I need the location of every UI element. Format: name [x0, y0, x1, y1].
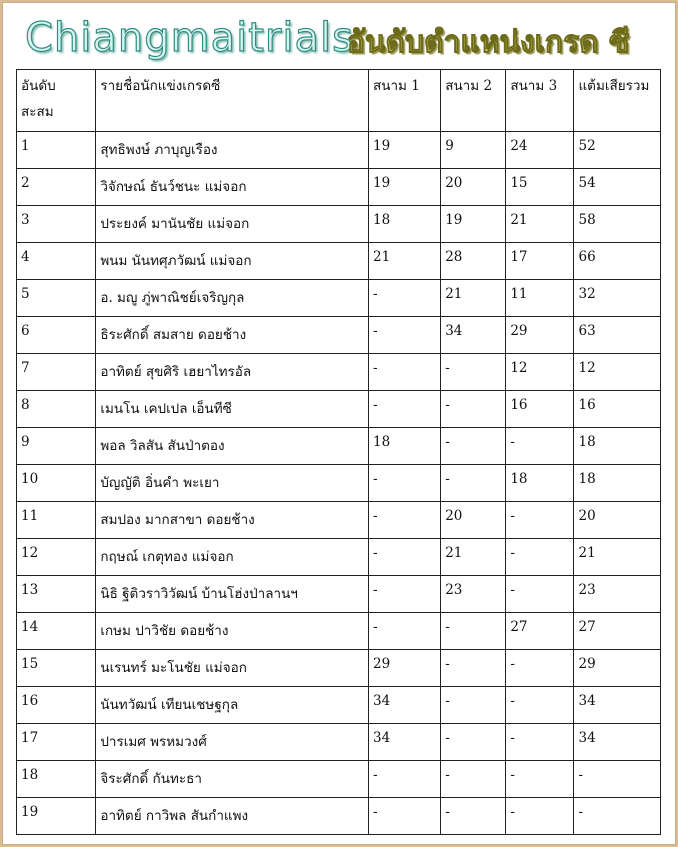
total-score-cell: 21	[574, 539, 661, 576]
course-3-score-cell: -	[506, 798, 574, 835]
table-row	[17, 391, 661, 428]
rank-cell: 17	[17, 724, 96, 761]
total-score-cell: 54	[574, 169, 661, 206]
table-row	[17, 354, 661, 391]
course-2-score-cell: -	[441, 650, 506, 687]
course-2-score-cell: 19	[441, 206, 506, 243]
results-table	[16, 69, 661, 835]
course-1-score-cell: -	[369, 280, 441, 317]
table-row	[17, 280, 661, 317]
rank-cell: 13	[17, 576, 96, 613]
table-row	[17, 317, 661, 354]
course-1-score-cell: -	[369, 465, 441, 502]
course-2-score-cell: 21	[441, 539, 506, 576]
course-3-score-cell: 21	[506, 206, 574, 243]
table-row	[17, 761, 661, 798]
rider-name-cell: ธิระศักดิ์ สมสาย ดอยช้าง	[96, 317, 369, 354]
course-3-score-cell: -	[506, 539, 574, 576]
table-row	[17, 243, 661, 280]
course-1-score-cell: -	[369, 502, 441, 539]
table-row	[17, 132, 661, 169]
rider-name-cell: นันทวัฒน์ เทียนเชษฐกุล	[96, 687, 369, 724]
table-row	[17, 687, 661, 724]
column-header-rank: อันดับ สะสม	[17, 70, 96, 132]
column-header-course-2: สนาม 2	[441, 70, 506, 132]
rank-cell: 11	[17, 502, 96, 539]
course-3-score-cell: 11	[506, 280, 574, 317]
course-1-score-cell: 29	[369, 650, 441, 687]
rank-cell: 16	[17, 687, 96, 724]
course-3-score-cell: -	[506, 576, 574, 613]
course-2-score-cell: -	[441, 391, 506, 428]
rank-cell: 2	[17, 169, 96, 206]
column-header-name: รายชื่อนักแข่งเกรดซี	[96, 70, 369, 132]
course-2-score-cell: -	[441, 465, 506, 502]
course-1-score-cell: 34	[369, 687, 441, 724]
course-2-score-cell: -	[441, 687, 506, 724]
course-2-score-cell: -	[441, 724, 506, 761]
total-score-cell: -	[574, 798, 661, 835]
course-1-score-cell: 18	[369, 206, 441, 243]
course-3-score-cell: -	[506, 502, 574, 539]
rank-cell: 6	[17, 317, 96, 354]
course-1-score-cell: -	[369, 391, 441, 428]
course-3-score-cell: 18	[506, 465, 574, 502]
table-row	[17, 428, 661, 465]
total-score-cell: 23	[574, 576, 661, 613]
course-3-score-cell: -	[506, 687, 574, 724]
course-2-score-cell: -	[441, 428, 506, 465]
table-header-row	[17, 70, 661, 132]
course-3-score-cell: 15	[506, 169, 574, 206]
table-row	[17, 539, 661, 576]
table-row	[17, 724, 661, 761]
total-score-cell: 66	[574, 243, 661, 280]
course-3-score-cell: -	[506, 428, 574, 465]
column-header-course-1: สนาม 1	[369, 70, 441, 132]
rider-name-cell: เกษม ปาวิชัย ดอยช้าง	[96, 613, 369, 650]
total-score-cell: 20	[574, 502, 661, 539]
course-2-score-cell: 9	[441, 132, 506, 169]
rider-name-cell: เมนโน เคปเปล เอ็นทีซี	[96, 391, 369, 428]
rider-name-cell: วิจักษณ์ ธันว์ชนะ แม่จอก	[96, 169, 369, 206]
course-3-score-cell: -	[506, 761, 574, 798]
course-3-score-cell: 17	[506, 243, 574, 280]
total-score-cell: 63	[574, 317, 661, 354]
rider-name-cell: สมปอง มากสาขา ดอยช้าง	[96, 502, 369, 539]
rank-cell: 7	[17, 354, 96, 391]
rank-cell: 15	[17, 650, 96, 687]
rider-name-cell: กฤษณ์ เกตุทอง แม่จอก	[96, 539, 369, 576]
rank-cell: 5	[17, 280, 96, 317]
rider-name-cell: อาทิตย์ กาวิพล สันกำแพง	[96, 798, 369, 835]
column-header-course-3: สนาม 3	[506, 70, 574, 132]
course-2-score-cell: 20	[441, 169, 506, 206]
course-1-score-cell: -	[369, 317, 441, 354]
course-1-score-cell: 21	[369, 243, 441, 280]
total-score-cell: 18	[574, 428, 661, 465]
rank-cell: 18	[17, 761, 96, 798]
table-row	[17, 650, 661, 687]
column-header-total: แต้มเสียรวม	[574, 70, 661, 132]
course-2-score-cell: 21	[441, 280, 506, 317]
course-1-score-cell: 19	[369, 132, 441, 169]
rank-cell: 19	[17, 798, 96, 835]
course-3-score-cell: 12	[506, 354, 574, 391]
course-1-score-cell: 19	[369, 169, 441, 206]
course-3-score-cell: -	[506, 650, 574, 687]
rank-cell: 10	[17, 465, 96, 502]
total-score-cell: 27	[574, 613, 661, 650]
course-3-score-cell: 16	[506, 391, 574, 428]
course-1-score-cell: -	[369, 354, 441, 391]
table-row	[17, 169, 661, 206]
course-2-score-cell: -	[441, 613, 506, 650]
course-1-score-cell: -	[369, 761, 441, 798]
rider-name-cell: อ. มญู ภู่พาณิชย์เจริญกุล	[96, 280, 369, 317]
rider-name-cell: พอล วิลสัน สันป่าตอง	[96, 428, 369, 465]
course-1-score-cell: 18	[369, 428, 441, 465]
rider-name-cell: ปารเมศ พรหมวงศ์	[96, 724, 369, 761]
rank-cell: 9	[17, 428, 96, 465]
rank-cell: 12	[17, 539, 96, 576]
course-3-score-cell: 29	[506, 317, 574, 354]
course-3-score-cell: -	[506, 724, 574, 761]
rider-name-cell: นเรนทร์ มะโนชัย แม่จอก	[96, 650, 369, 687]
header-banner	[25, 13, 665, 63]
rider-name-cell: สุทธิพงษ์ ภาบุญเรือง	[96, 132, 369, 169]
course-2-score-cell: -	[441, 798, 506, 835]
site-title: Chiangmaitrials	[25, 15, 354, 61]
course-1-score-cell: -	[369, 613, 441, 650]
total-score-cell: 29	[574, 650, 661, 687]
table-row	[17, 502, 661, 539]
total-score-cell: 32	[574, 280, 661, 317]
course-3-score-cell: 24	[506, 132, 574, 169]
rank-cell: 8	[17, 391, 96, 428]
rider-name-cell: อาทิตย์ สุขศิริ เฮยาไทรอัล	[96, 354, 369, 391]
course-1-score-cell: -	[369, 576, 441, 613]
table-row	[17, 613, 661, 650]
total-score-cell: -	[574, 761, 661, 798]
table-row	[17, 576, 661, 613]
rider-name-cell: ประยงค์ มานันชัย แม่จอก	[96, 206, 369, 243]
table-body	[17, 132, 661, 835]
course-2-score-cell: 28	[441, 243, 506, 280]
rank-cell: 3	[17, 206, 96, 243]
rider-name-cell: นิธิ ฐิติวราวิวัฒน์ บ้านโฮ่งป่าลานฯ	[96, 576, 369, 613]
course-2-score-cell: 20	[441, 502, 506, 539]
course-3-score-cell: 27	[506, 613, 574, 650]
course-2-score-cell: 23	[441, 576, 506, 613]
table-row	[17, 798, 661, 835]
course-2-score-cell: -	[441, 761, 506, 798]
course-1-score-cell: -	[369, 539, 441, 576]
total-score-cell: 18	[574, 465, 661, 502]
total-score-cell: 34	[574, 724, 661, 761]
table-row	[17, 465, 661, 502]
rider-name-cell: บัญญัติ อิ่นคำ พะเยา	[96, 465, 369, 502]
total-score-cell: 58	[574, 206, 661, 243]
rider-name-cell: พนม นันทศุภวัฒน์ แม่จอก	[96, 243, 369, 280]
total-score-cell: 16	[574, 391, 661, 428]
rank-cell: 1	[17, 132, 96, 169]
rider-name-cell: จิระศักดิ์ กันทะธา	[96, 761, 369, 798]
total-score-cell: 12	[574, 354, 661, 391]
rank-cell: 14	[17, 613, 96, 650]
course-1-score-cell: 34	[369, 724, 441, 761]
ranking-title: อันดับตำแหน่งเกรด ซี	[347, 25, 630, 60]
course-1-score-cell: -	[369, 798, 441, 835]
total-score-cell: 52	[574, 132, 661, 169]
total-score-cell: 34	[574, 687, 661, 724]
table-row	[17, 206, 661, 243]
course-2-score-cell: -	[441, 354, 506, 391]
rank-cell: 4	[17, 243, 96, 280]
course-2-score-cell: 34	[441, 317, 506, 354]
